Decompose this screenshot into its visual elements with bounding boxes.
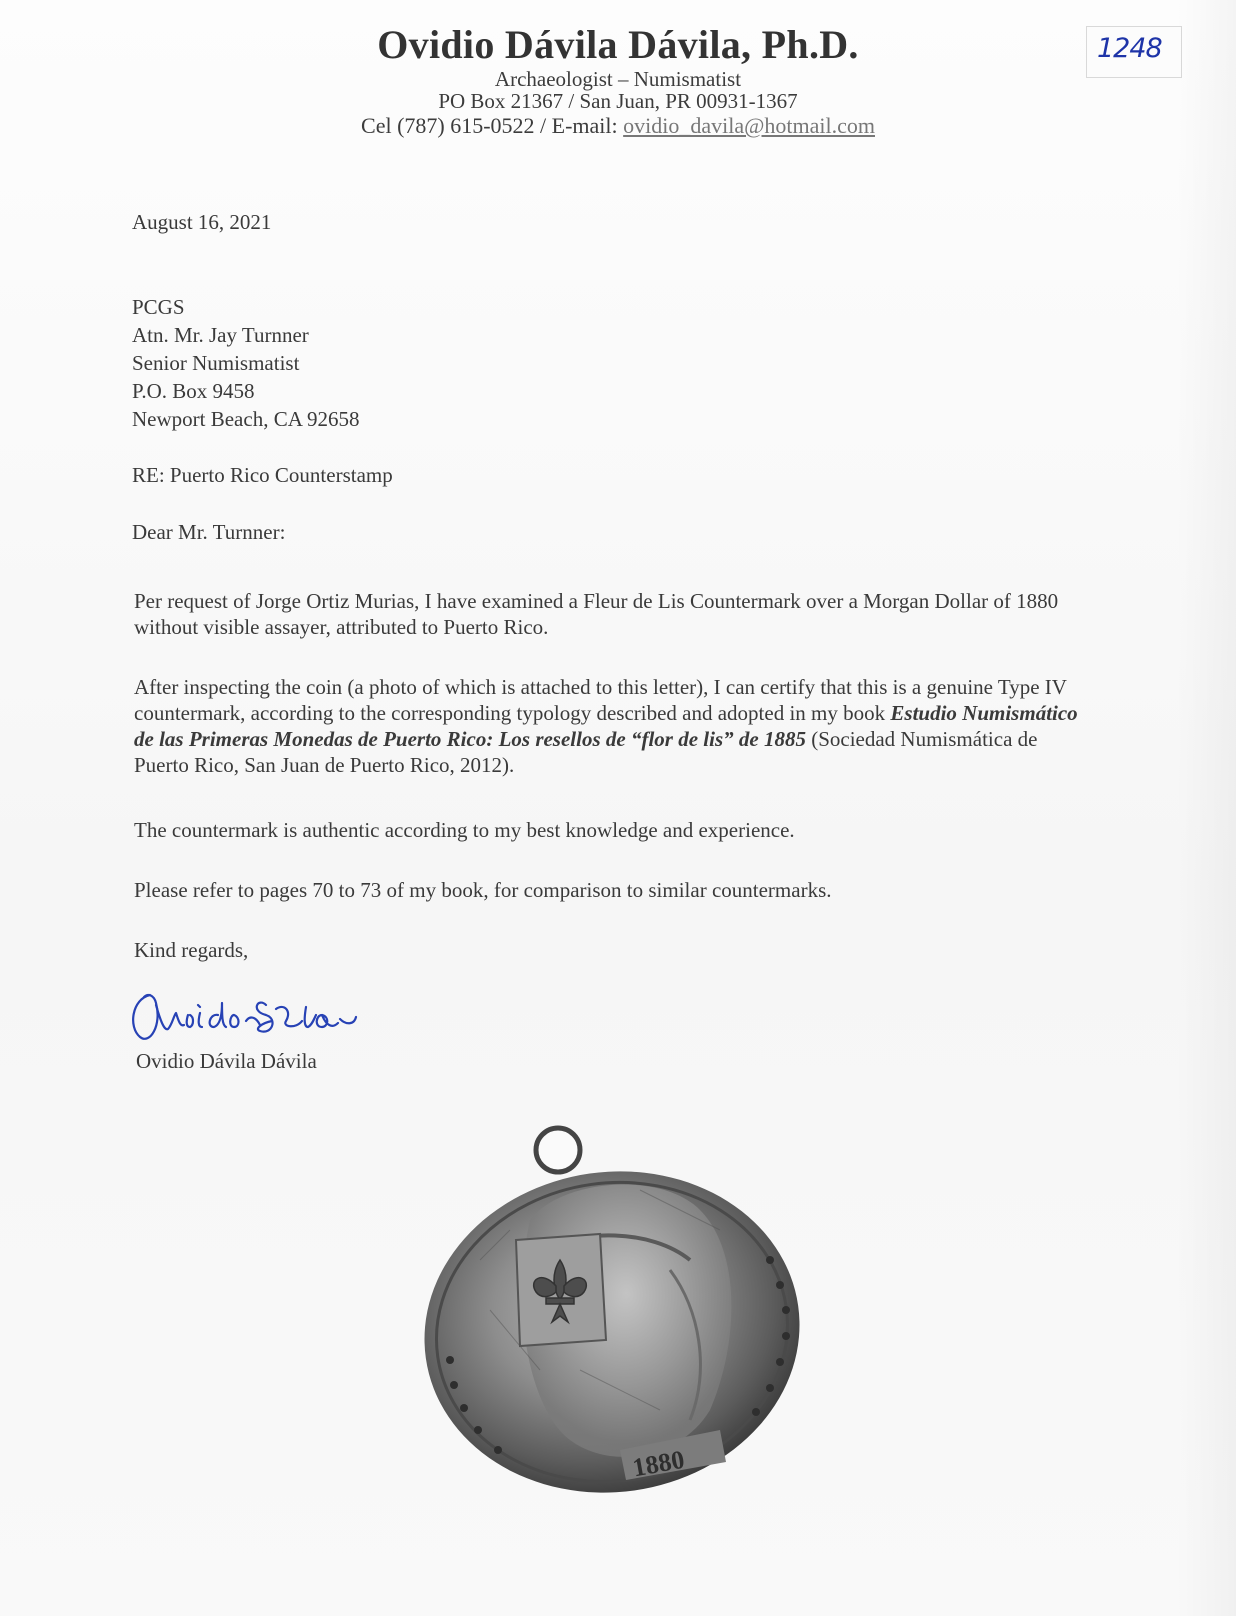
letter-date: August 16, 2021 (132, 210, 272, 234)
letterhead-contact (0, 112, 1236, 140)
re-line: RE: Puerto Rico Counterstamp (132, 463, 393, 487)
body-paragraph-2-end: (Sociedad Numismática de Puerto Rico, San Juan de Puerto Rico, 2012). (134, 727, 1038, 777)
body-paragraph-2 (134, 674, 1094, 778)
body-paragraph-1: Per request of Jorge Ortiz Murias, I have examined a Fleur de Lis Countermark over a Morgan Dollar of 1880 without visible assayer, attributed to Puerto Rico. (134, 589, 1059, 639)
salutation: Dear Mr. Turnner: (132, 520, 286, 544)
coin-photo (420, 1110, 820, 1510)
letterhead (0, 22, 1236, 140)
recipient-box: P.O. Box 9458 (132, 379, 255, 403)
letterhead-phone: Cel (787) 615-0522 / E-mail: (361, 113, 624, 138)
recipient-role: Senior Numismatist (132, 351, 300, 375)
body-paragraph-2-start: After inspecting the coin (a photo of which is attached to this letter), I can certify that this is a genuine Type IV countermark, according to the corresponding typology described and adopted in my book (134, 675, 1067, 725)
body-paragraph-4: Please refer to pages 70 to 73 of my book, for comparison to similar countermarks. (134, 878, 832, 902)
signature-script-text: Ovidio Dávila (126, 985, 132, 986)
letterhead-name: Ovidio Dávila Dávila, Ph.D. (377, 22, 859, 67)
body-paragraph-3: The countermark is authentic according to my best knowledge and experience. (134, 818, 795, 842)
handwritten-annotation: 1248 (1097, 33, 1162, 64)
letterhead-address: PO Box 21367 / San Juan, PR 00931-1367 (438, 89, 798, 113)
letterhead-title: Archaeologist – Numismatist (494, 67, 742, 91)
closing: Kind regards, (134, 938, 249, 962)
coin-date-text: 1880 (630, 1444, 687, 1483)
letterhead-email[interactable]: ovidio_davila@hotmail.com (623, 113, 875, 138)
handwritten-annotation-box (1086, 26, 1182, 78)
recipient-city: Newport Beach, CA 92658 (132, 407, 360, 431)
recipient-org: PCGS (132, 295, 185, 319)
recipient-attn: Atn. Mr. Jay Turnner (132, 323, 309, 347)
book-title: Estudio Numismático de las Primeras Monedas de Puerto Rico: Los resellos de “flor de lis” de 1885 (134, 701, 1078, 751)
signer-name: Ovidio Dávila Dávila (136, 1049, 317, 1073)
